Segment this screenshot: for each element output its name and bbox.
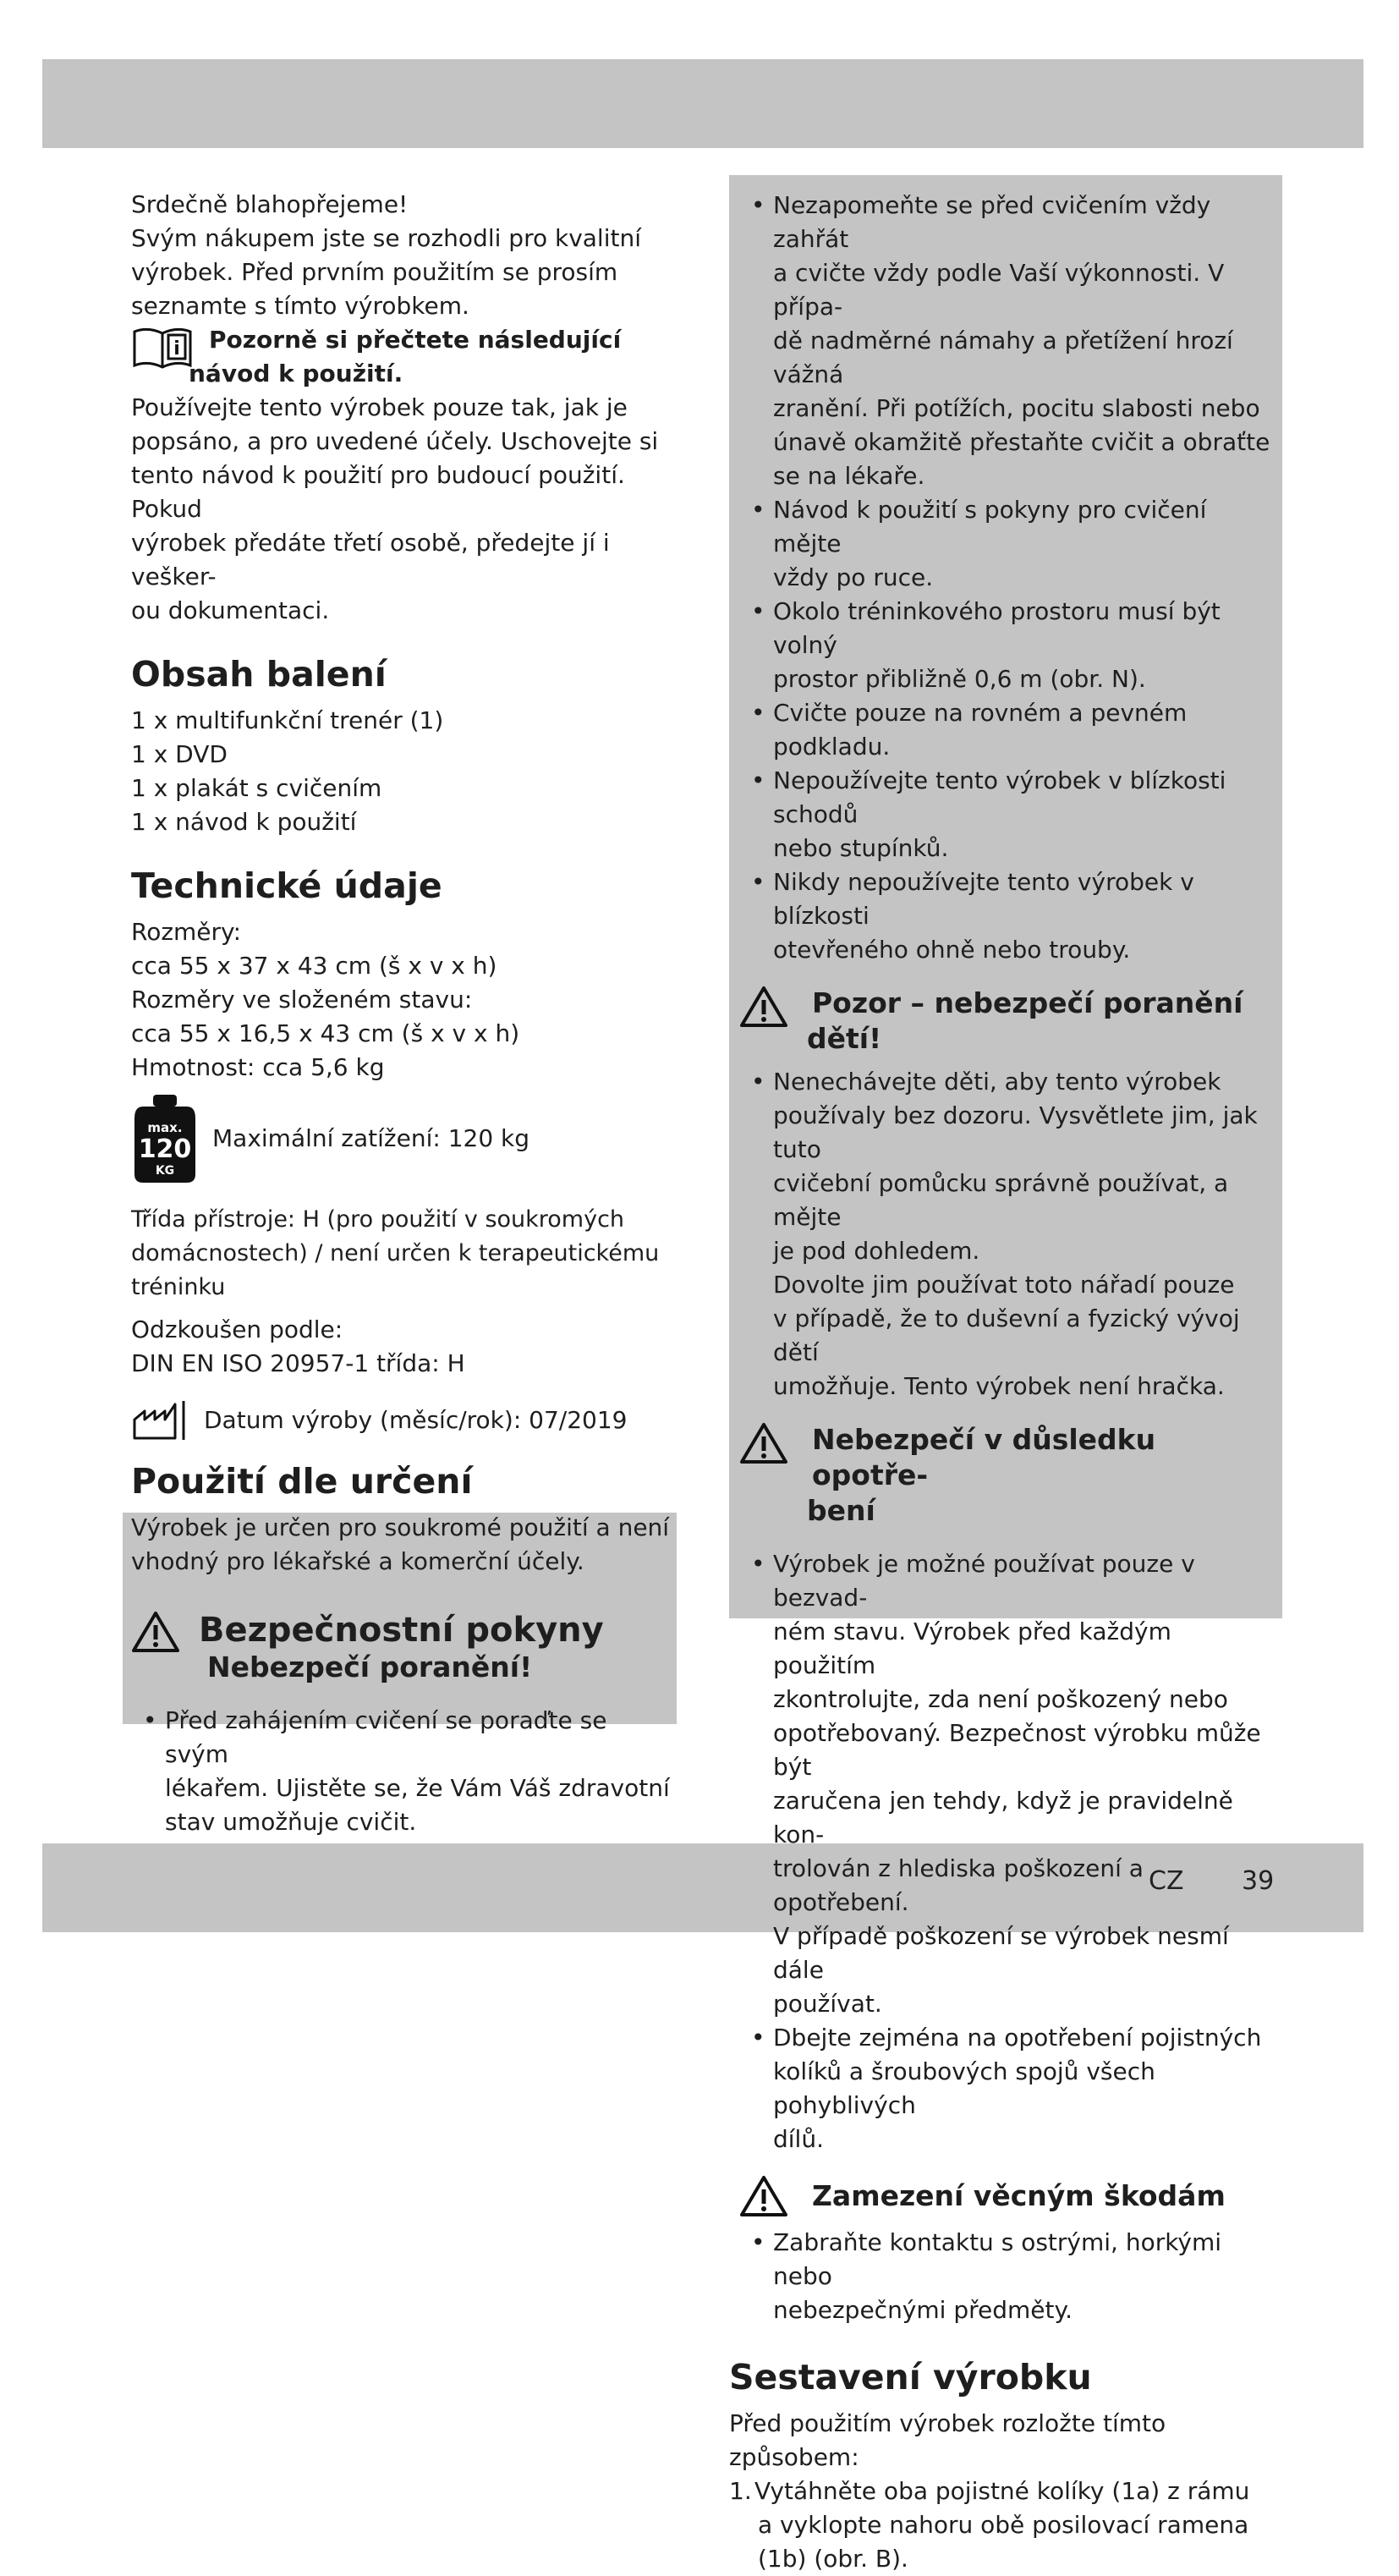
wear-warning-title: Nebezpečí v důsledku opotře- (812, 1423, 1156, 1491)
intro-line: výrobek. Před prvním použitím se prosím (131, 258, 618, 286)
assembly-step-line: Vytáhněte oba pojistné kolíky (1a) z rámu (754, 2477, 1250, 2505)
children-warning-list (739, 1065, 1277, 1403)
read-manual-title: návod k použití. (189, 360, 403, 387)
tech-line: Rozměry ve složeném stavu: (131, 986, 473, 1013)
usage-line: popsáno, a pro uvedené účely. Uschovejte si (131, 427, 659, 455)
weight-icon-value: 120 (138, 1134, 192, 1164)
manual-info-icon (131, 323, 194, 371)
class-line: tréninku (131, 1274, 226, 1300)
children-warning-bullet: • Nenechávejte děti, aby tento výrobek používaly bez dozoru. Vysvětlete jim, jak tuto cvičební pomůcku správně používat, a mějte je pod dohledem. Dovolte jim používat toto nářadí pouze v případě, že to duševní a fyzický vývoj dětí umožňuje. Tento výrobek není hračka. (739, 1065, 1277, 1403)
right-column (729, 175, 1282, 2576)
usage-line: tento návod k použití pro budoucí použití. Pokud (131, 461, 625, 523)
children-warning-heading (739, 986, 1277, 1057)
wear-warning-heading (739, 1422, 1277, 1529)
weight-icon-top: max. (147, 1120, 183, 1135)
read-manual-notice (131, 323, 672, 391)
safety-bullet: • Cvičte pouze na rovném a pevném podkladu. (739, 696, 1277, 764)
safety-bullet: • Před zahájením cvičení se poraďte se svým lékařem. Ujistěte se, že Vám Váš zdravotní stav umožňuje cvičit. (131, 1704, 672, 1839)
page-number: 39 (1242, 1866, 1275, 1896)
usage-line: výrobek předáte třetí osobě, předejte jí i vešker- (131, 529, 610, 590)
contents-item: 1 x multifunkční trenér (1) (131, 706, 444, 734)
assembly-step-line: a vyklopte nahoru obě posilovací ramena (758, 2511, 1249, 2539)
assembly-step-number: 1. (729, 2477, 752, 2505)
svg-text:i: i (173, 338, 180, 360)
wear-warning-title: bení (807, 1494, 875, 1527)
intended-line: Výrobek je určen pro soukromé použití a není (131, 1513, 670, 1541)
intended-use-heading: Použití dle určení (131, 1461, 473, 1502)
intro-line: seznamte s tímto výrobkem. (131, 292, 469, 320)
safety-bullet: • Nepoužívejte tento výrobek v blízkosti schodů nebo stupínků. (739, 764, 1277, 865)
warning-icon (131, 1611, 180, 1653)
tested-line: DIN EN ISO 20957-1 třída: H (131, 1349, 465, 1377)
footer-language: CZ (1149, 1866, 1184, 1896)
warning-icon (739, 1422, 788, 1464)
contents-heading: Obsah balení (131, 654, 387, 695)
safety-heading (131, 1611, 672, 1685)
safety-bullet: • Nezapomeňte se před cvičením vždy zahřát a cvičte vždy podle Vaší výkonnosti. V přípa- dě nadměrné námahy a přetížení hrozí vážná zranění. Při potížích, pocitu slabosti nebo únavě okamžitě přestaňte cvičit a obraťte se na lékaře. (739, 189, 1277, 493)
safety-bullet: • Okolo tréninkového prostoru musí být volný prostor přibližně 0,6 m (obr. N). (739, 595, 1277, 696)
greeting: Srdečně blahopřejeme! (131, 190, 409, 218)
max-load-text: Maximální zatížení: 120 kg (212, 1124, 530, 1152)
max-weight-icon (131, 1093, 199, 1184)
weight-icon-unit: KG (155, 1164, 175, 1178)
tech-heading: Technické údaje (131, 865, 442, 906)
intro-line: Svým nákupem jste se rozhodli pro kvalitní (131, 224, 641, 252)
property-warning-title: Zamezení věcným škodám (812, 2179, 1226, 2212)
tech-line: Rozměry: (131, 918, 242, 946)
tested-line: Odzkoušen podle: (131, 1315, 343, 1343)
safety-bullet-list (131, 1704, 672, 1839)
wear-warning-bullet: • Výrobek je možné používat pouze v bezvad- ném stavu. Výrobek před každým použitím zkontrolujte, zda není poškozený nebo opotřebovaný. Bezpečnost výrobku může být zaručena jen tehdy, když je pravidelně kon- trolován z hlediska poškození a opotřebení. V případě poškození se výrobek nesmí dále používat. (739, 1547, 1277, 2021)
usage-line: ou dokumentaci. (131, 596, 330, 624)
read-manual-title: Pozorně si přečtete následující (209, 326, 622, 354)
children-warning-title: Pozor – nebezpečí poranění (812, 986, 1243, 1019)
left-column (131, 188, 672, 1839)
header-band (42, 59, 1363, 148)
assembly-step-line: (1b) (obr. B). (758, 2545, 908, 2573)
safety-subtitle: Nebezpečí poranění! (207, 1651, 533, 1683)
usage-line: Používejte tento výrobek pouze tak, jak je (131, 393, 628, 421)
warning-icon (739, 2175, 788, 2217)
max-load-row (131, 1093, 672, 1184)
class-line: domácnostech) / není určen k terapeutickému (131, 1240, 660, 1266)
property-warning-heading (739, 2175, 1277, 2217)
class-line: Třída přístroje: H (pro použití v soukromých (131, 1206, 625, 1233)
intended-line: vhodný pro lékařské a komerční účely. (131, 1547, 584, 1575)
factory-icon (131, 1399, 190, 1442)
contents-item: 1 x návod k použití (131, 808, 357, 836)
warning-icon (739, 986, 788, 1028)
wear-warning-list (739, 1547, 1277, 2156)
contents-item: 1 x plakát s cvičením (131, 774, 382, 802)
safety-bullet: • Nikdy nepoužívejte tento výrobek v blízkosti otevřeného ohně nebo trouby. (739, 865, 1277, 967)
assembly-heading: Sestavení výrobku (729, 2357, 1092, 2397)
safety-bullet-list (739, 189, 1277, 967)
tech-line: cca 55 x 37 x 43 cm (š x v x h) (131, 952, 497, 980)
children-warning-title: dětí! (807, 1022, 882, 1055)
tech-line: Hmotnost: cca 5,6 kg (131, 1053, 385, 1081)
manufacture-date: Datum výroby (měsíc/rok): 07/2019 (204, 1406, 628, 1434)
property-warning-bullet: • Zabraňte kontaktu s ostrými, horkými nebo nebezpečnými předměty. (739, 2226, 1277, 2327)
contents-item: 1 x DVD (131, 740, 228, 768)
wear-warning-bullet: • Dbejte zejména na opotřebení pojistných kolíků a šroubových spojů všech pohyblivých dílů. (739, 2021, 1277, 2156)
safety-bullet: • Návod k použití s pokyny pro cvičení mějte vždy po ruce. (739, 493, 1277, 595)
assembly-intro: Před použitím výrobek rozložte tímto způsobem: (729, 2409, 1166, 2471)
safety-title: Bezpečnostní pokyny (199, 1611, 604, 1650)
manufacture-date-row (131, 1399, 672, 1442)
tech-line: cca 55 x 16,5 x 43 cm (š x v x h) (131, 1019, 520, 1047)
property-warning-list (739, 2226, 1277, 2327)
assembly-step (729, 2474, 1282, 2576)
